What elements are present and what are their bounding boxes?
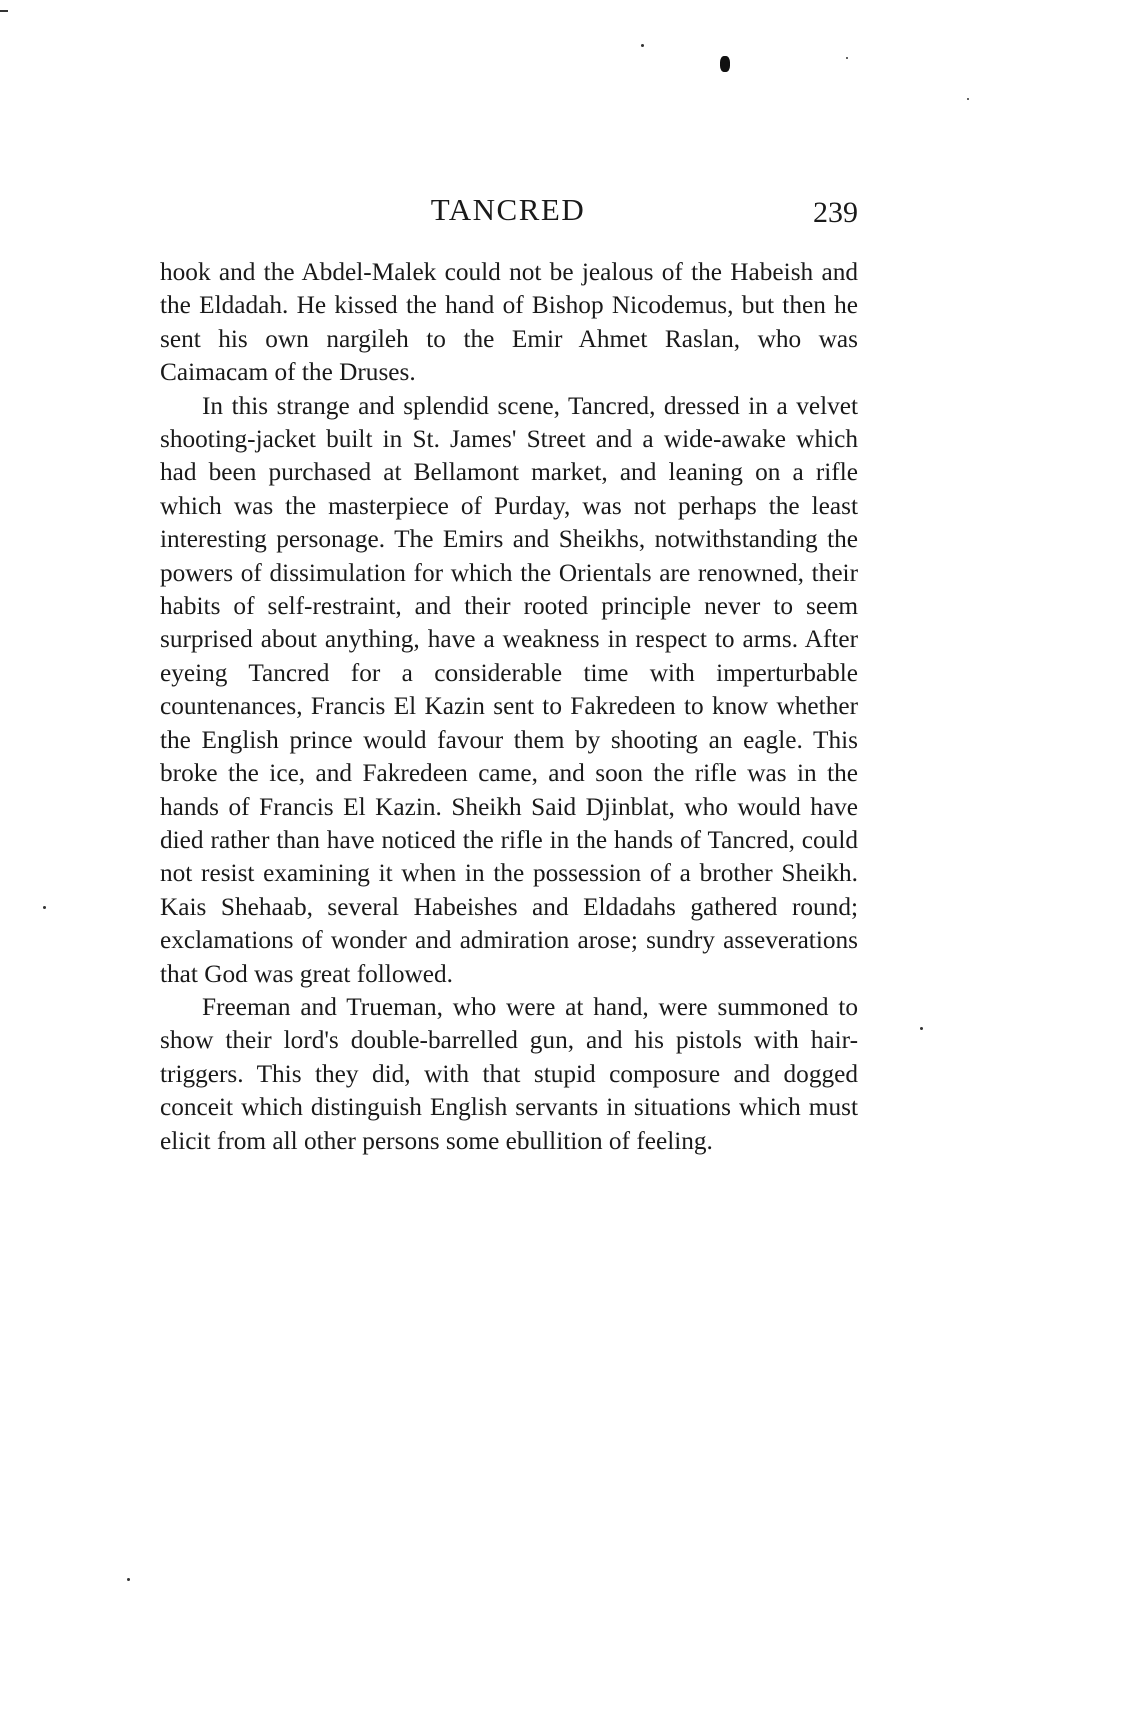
ink-mark xyxy=(720,56,730,72)
paragraph-2: In this strange and splendid scene, Tancred, dressed in a velvet shooting-jacket built in St. James' Street and a wide-awake which had been purchased at Bellamont market, and leaning on a rifle which was the masterpiece of Purday, was not perhaps the least interesting personage. The Emirs and Sheikhs, notwithstanding the powers of dissimulation for which the Orientals are renowned, their habits of self-restraint, and their rooted principle never to seem surprised about anything, have a weakness in respect to arms. After eyeing Tancred for a considerable time with imperturbable countenances, Francis El Kazin sent to Fakredeen to know whether the English prince would favour them by shooting an eagle. This broke the ice, and Fakredeen came, and soon the rifle was in the hands of Francis El Kazin. Sheikh Said Djinblat, who would have died rather than have noticed the rifle in the hands of Tancred, could not resist examining it when in the possession of a brother Sheikh. Kais Shehaab, several Habeishes and Eldadahs gathered round; exclamations of wonder and admiration arose; sundry asseverations that God was great followed. xyxy=(160,391,858,988)
paragraph-3: Freeman and Trueman, who were at hand, were summoned to show their lord's double-barrelled gun, and his pistols with hair-triggers. This they did, with that stupid composure and dogged conceit which distinguish English servants in situations which must elicit from all other persons some ebullition of feeling. xyxy=(160,992,858,1155)
running-title: TANCRED xyxy=(430,192,586,227)
scan-speck xyxy=(127,1578,130,1581)
body-text xyxy=(160,256,858,1158)
scan-speck xyxy=(846,57,848,59)
scan-speck xyxy=(920,1027,923,1030)
page-number: 239 xyxy=(813,196,858,229)
scan-speck xyxy=(967,98,969,100)
scan-speck xyxy=(43,906,46,909)
scan-speck xyxy=(641,44,644,47)
page-header xyxy=(158,192,858,236)
scan-speck xyxy=(0,10,8,12)
paragraph-1: hook and the Abdel-Malek could not be jealous of the Habeish and the Eldadah. He kissed the hand of Bishop Nicodemus, but then he sent his own nargileh to the Emir Ahmet Raslan, who was Caimacam of the Druses. xyxy=(160,258,858,387)
